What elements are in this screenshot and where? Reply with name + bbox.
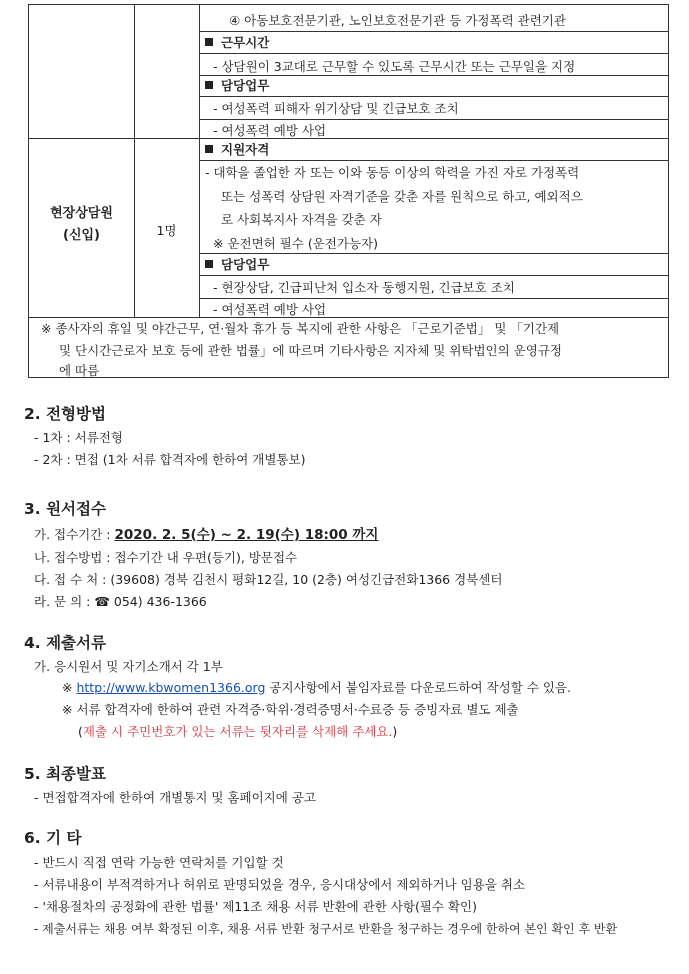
table-row-divider	[29, 317, 668, 318]
table-row-divider	[199, 31, 668, 32]
duty-heading: 담당업무	[205, 257, 269, 273]
list-item: - 제출서류는 채용 여부 확정된 이후, 채용 서류 반환 청구서로 반환을 청구하는 경우에 한하여 본인 확인 후 반환	[34, 922, 618, 936]
table-note: ※ 종사자의 휴일 및 야간근무, 연·월차 휴가 등 복지에 관한 사항은 「근로기준법」 및 「기간제	[41, 321, 560, 336]
qualification-heading: 지원자격	[205, 142, 269, 158]
table-row-divider	[199, 275, 668, 276]
table-row-divider	[199, 75, 668, 76]
list-item: - 반드시 직접 연락 가능한 연락처를 기입할 것	[34, 855, 284, 870]
role-name: 현장상담원	[50, 206, 113, 221]
table-row-divider	[199, 96, 668, 97]
warning-text: 제출 시 주민번호가 있는 서류는 뒷자리를 삭제해 주세요.	[82, 724, 393, 739]
section-title: 5. 최종발표	[24, 765, 106, 783]
table-row-divider	[199, 298, 668, 299]
table-cell-text: - 여성폭력 예방 사업	[213, 302, 327, 317]
table-note: 에 따름	[59, 363, 100, 378]
table-row-divider	[199, 53, 668, 54]
list-item: 다. 접 수 처 : (39608) 경북 김천시 평화12길, 10 (2층) 여성긴급전화1366 경북센터	[34, 572, 503, 587]
square-bullet-icon	[205, 81, 213, 89]
table-row-divider	[199, 160, 668, 161]
section-title: 2. 전형방법	[24, 405, 106, 423]
list-item: 가. 응시원서 및 자기소개서 각 1부	[34, 659, 223, 674]
table-cell-text: - 현장상담, 긴급피난처 입소자 동행지원, 긴급보호 조치	[213, 280, 515, 295]
table-row-divider	[29, 138, 668, 139]
hours-heading: 근무시간	[205, 35, 269, 51]
table-cell-text: - 여성폭력 피해자 위기상담 및 긴급보호 조치	[213, 101, 459, 116]
section-title: 6. 기 타	[24, 829, 82, 847]
table-cell-text: ④ 아동보호전문기관, 노인보호전문기관 등 가정폭력 관련기관	[229, 13, 566, 28]
application-period: 2020. 2. 5(수) ~ 2. 19(수) 18:00 까지	[114, 527, 379, 543]
phone-number: ☎ 054) 436-1366	[94, 594, 207, 609]
table-cell-text: 로 사회복지사 자격을 갖춘 자	[221, 212, 382, 227]
square-bullet-icon	[205, 260, 213, 268]
square-bullet-icon	[205, 38, 213, 46]
list-item: - 서류내용이 부적격하거나 허위로 판명되었을 경우, 응시대상에서 제외하거나 임용을 취소	[34, 877, 526, 892]
list-item: 가. 접수기간 : 2020. 2. 5(수) ~ 2. 19(수) 18:00 까지	[34, 527, 379, 543]
table-cell-text: 또는 성폭력 상담원 자격기준을 갖춘 자를 원칙으로 하고, 예외적으	[221, 189, 583, 204]
table-cell-text: - 상담원이 3교대로 근무할 수 있도록 근무시간 또는 근무일을 지정	[213, 59, 576, 74]
table-row-divider	[199, 253, 668, 254]
list-item: ※ http://www.kbwomen1366.org 공지사항에서 붙임자료를 다운로드하여 작성할 수 있음.	[62, 680, 571, 695]
table-col-divider	[199, 5, 200, 317]
table-cell-text: - 여성폭력 예방 사업	[213, 123, 327, 138]
square-bullet-icon	[205, 145, 213, 153]
list-item: - 2차 : 면접 (1차 서류 합격자에 한하여 개별통보)	[34, 452, 306, 467]
list-item: - 면접합격자에 한하여 개별통지 및 홈페이지에 공고	[34, 790, 316, 805]
role-type: (신입)	[63, 228, 100, 243]
list-item: 라. 문 의 : ☎ 054) 436-1366	[34, 594, 207, 609]
table-row-divider	[199, 119, 668, 120]
list-item: (제출 시 주민번호가 있는 서류는 뒷자리를 삭제해 주세요.)	[78, 724, 398, 739]
list-item: - '채용절차의 공정화에 관한 법률' 제11조 채용 서류 반환에 관한 사항(필수 확인)	[34, 899, 478, 914]
table-note: 및 단시간근로자 보호 등에 관한 법률」에 따르며 기타사항은 지자체 및 위탁법인의 운영규정	[59, 343, 562, 358]
section-title: 4. 제출서류	[24, 634, 106, 652]
section-title: 3. 원서접수	[24, 500, 106, 518]
staff-table	[28, 4, 669, 378]
table-cell-text: - 대학을 졸업한 자 또는 이와 동등 이상의 학력을 가진 자로 가정폭력	[205, 165, 580, 180]
list-item: - 1차 : 서류전형	[34, 430, 123, 445]
table-cell-text: ※ 운전면허 필수 (운전가능자)	[213, 236, 378, 251]
duty-heading: 담당업무	[205, 78, 269, 94]
list-item: ※ 서류 합격자에 한하여 관련 자격증·학위·경력증명서·수료증 등 증빙자료 별도 제출	[62, 702, 519, 717]
headcount: 1명	[156, 223, 177, 238]
website-link[interactable]: http://www.kbwomen1366.org	[76, 680, 266, 695]
list-item: 나. 접수방법 : 접수기간 내 우편(등기), 방문접수	[34, 550, 298, 565]
table-col-divider	[134, 5, 135, 317]
